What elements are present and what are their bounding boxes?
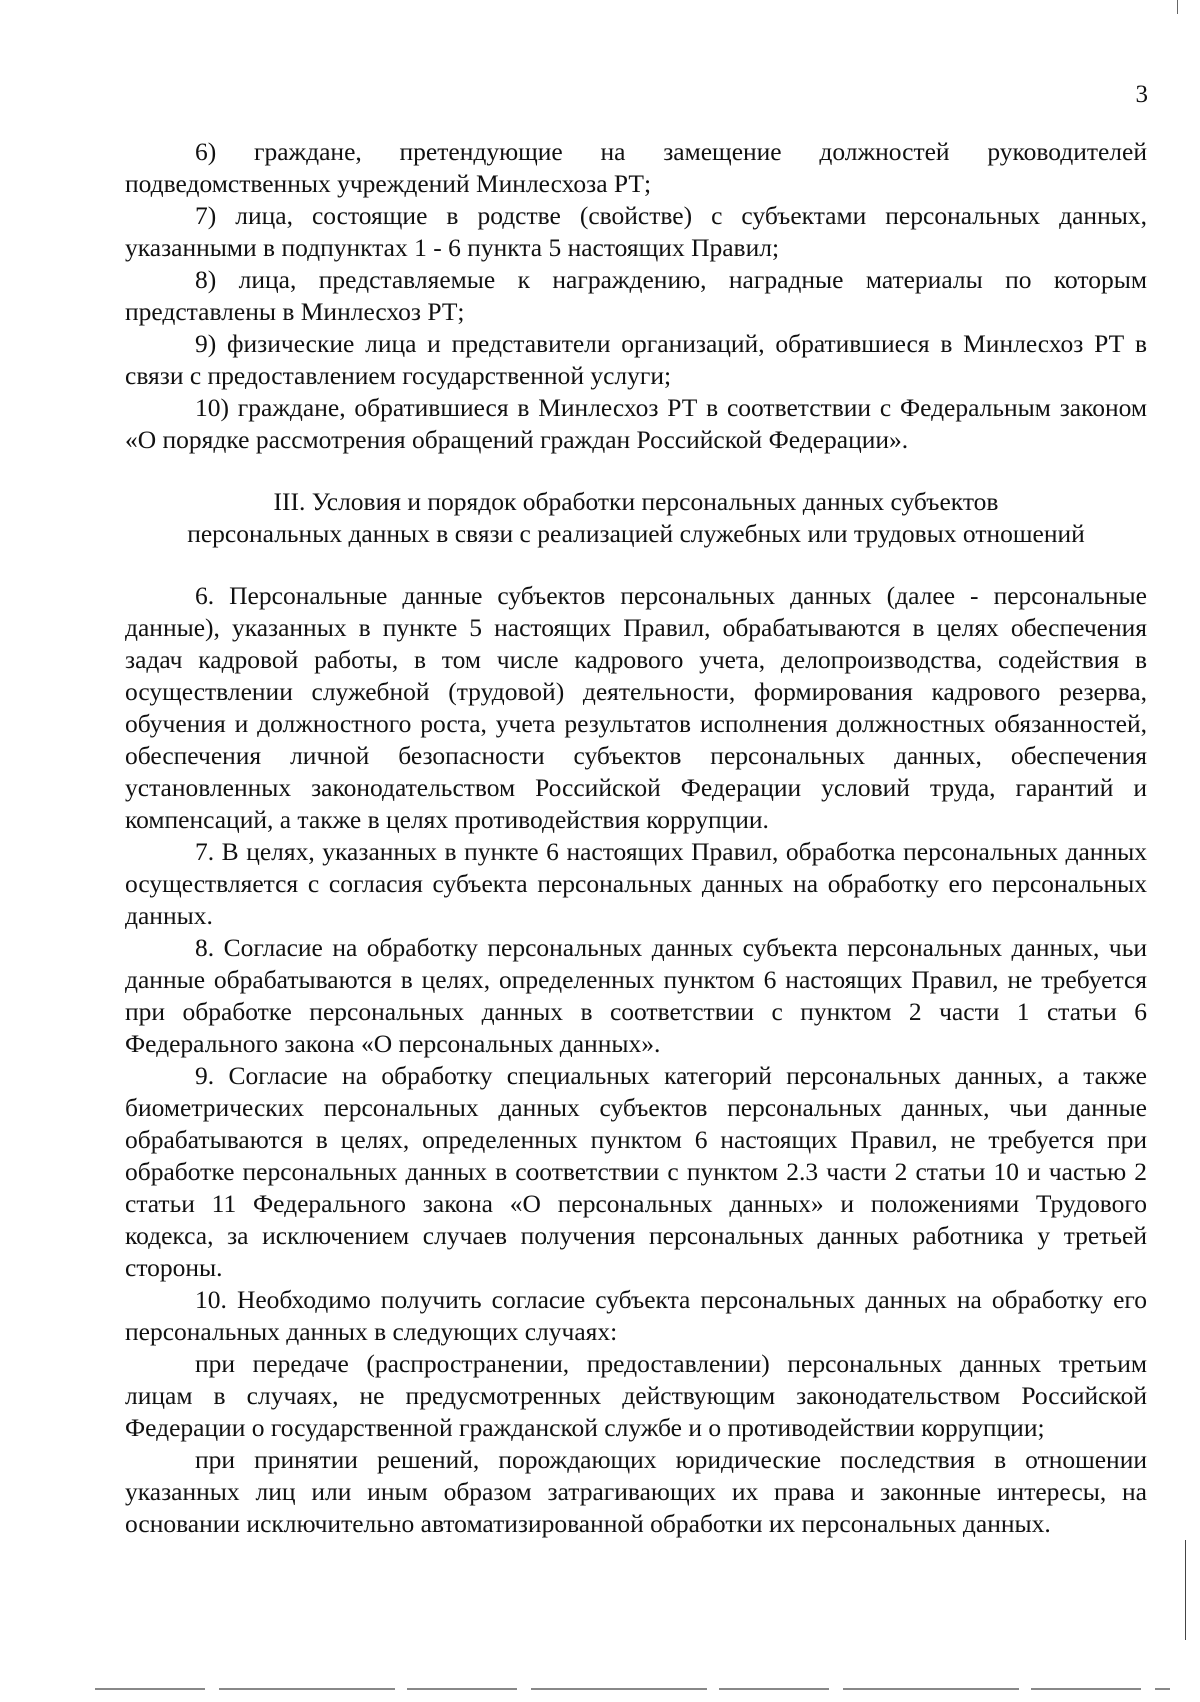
scan-edge-mark — [1185, 1540, 1187, 1640]
scan-edge-mark — [95, 1688, 1170, 1690]
section-heading-line: персональных данных в связи с реализацией служебных или трудовых отношений — [187, 519, 1085, 548]
scan-edge-mark — [1177, 0, 1179, 14]
document-body — [125, 136, 1147, 1540]
paragraph: 6. Персональные данные субъектов персональных данных (далее - персональные данные), указанных в пункте 5 настоящих Правил, обрабатываются в целях обеспечения задач кадровой работы, в том числе кадрового учета, делопроизводства, содействия в осуществлении служебной (трудовой) деятельности, формирования кадрового резерва, обучения и должностного роста, учета результатов исполнения должностных обязанностей, обеспечения личной безопасности субъектов персональных данных, обеспечения установленных законодательством Российской Федерации условий труда, гарантий и компенсаций, а также в целях противодействия коррупции. — [125, 581, 1147, 834]
page-number: 3 — [1135, 81, 1148, 108]
list-item: 10) граждане, обратившиеся в Минлесхоз РТ в соответствии с Федеральным законом «О порядке рассмотрения обращений граждан Российской Федерации». — [125, 393, 1147, 454]
list-item: 6) граждане, претендующие на замещение должностей руководителей подведомственных учреждений Минлесхоза РТ; — [125, 137, 1147, 198]
paragraph: при передаче (распространении, предоставлении) персональных данных третьим лицам в случаях, не предусмотренных действующим законодательством Российской Федерации о государственной гражданской службе и о противодействии коррупции; — [125, 1349, 1147, 1442]
paragraph: 10. Необходимо получить согласие субъекта персональных данных на обработку его персональных данных в следующих случаях: — [125, 1285, 1147, 1346]
paragraph: 8. Согласие на обработку персональных данных субъекта персональных данных, чьи данные обрабатываются в целях, определенных пунктом 6 настоящих Правил, не требуется при обработке персональных данных в соответствии с пунктом 2 части 1 статьи 6 Федерального закона «О персональных данных». — [125, 933, 1147, 1058]
list-item: 9) физические лица и представители организаций, обратившиеся в Минлесхоз РТ в связи с предоставлением государственной услуги; — [125, 329, 1147, 390]
paragraph: при принятии решений, порождающих юридические последствия в отношении указанных лиц или иным образом затрагивающих их права и законные интересы, на основании исключительно автоматизированной обработки их персональных данных. — [125, 1445, 1147, 1538]
paragraph: 9. Согласие на обработку специальных категорий персональных данных, а также биометрических персональных данных субъектов персональных данных, чьи данные обрабатываются в целях, определенных пунктом 6 настоящих Правил, не требуется при обработке персональных данных в соответствии с пунктом 2.3 части 2 статьи 10 и частью 2 статьи 11 Федерального закона «О персональных данных» и положениями Трудового кодекса, за исключением случаев получения персональных данных работника у третьей стороны. — [125, 1061, 1147, 1282]
section-heading-line: III. Условия и порядок обработки персональных данных субъектов — [273, 487, 999, 516]
list-item: 7) лица, состоящие в родстве (свойстве) с субъектами персональных данных, указанными в подпунктах 1 - 6 пункта 5 настоящих Правил; — [125, 201, 1147, 262]
section-heading — [125, 486, 1147, 550]
paragraph: 7. В целях, указанных в пункте 6 настоящих Правил, обработка персональных данных осуществляется с согласия субъекта персональных данных на обработку его персональных данных. — [125, 837, 1147, 930]
list-item: 8) лица, представляемые к награждению, наградные материалы по которым представлены в Минлесхоз РТ; — [125, 265, 1147, 326]
